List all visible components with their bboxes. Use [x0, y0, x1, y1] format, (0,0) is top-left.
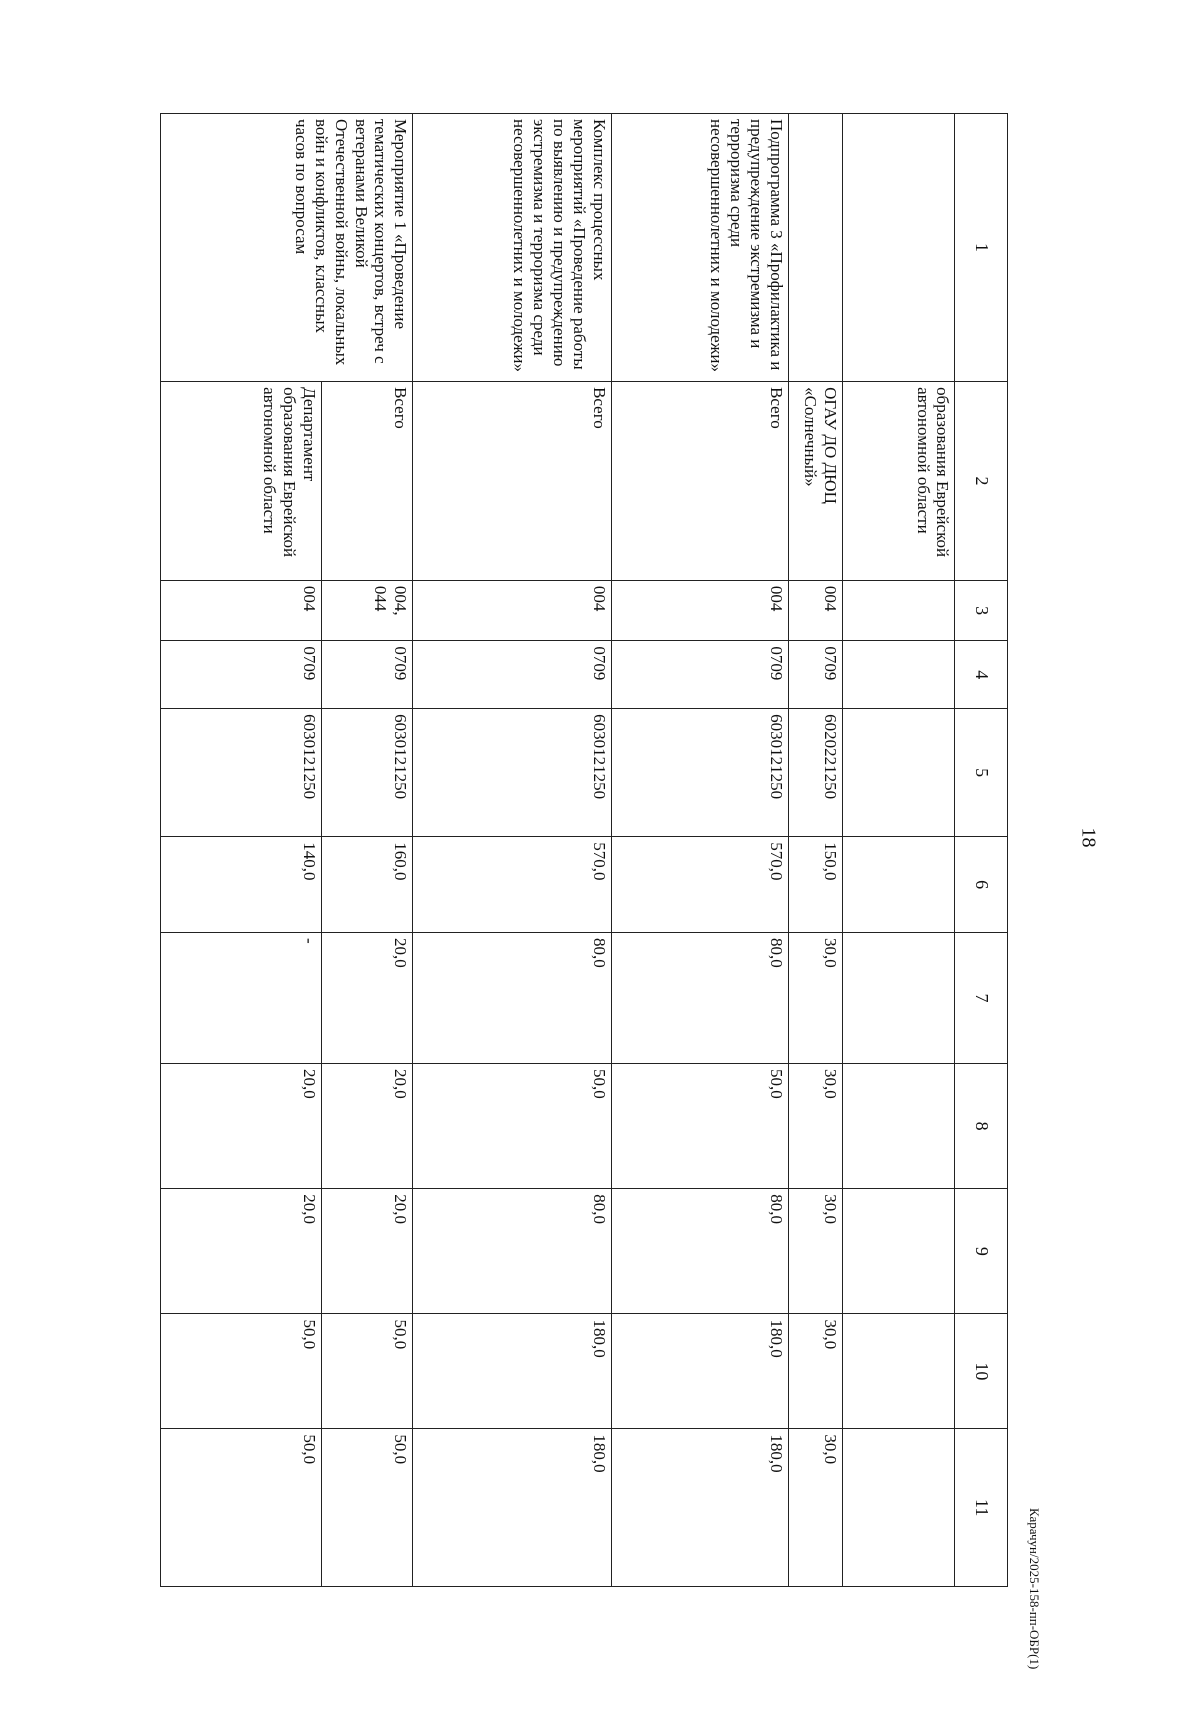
table-cell: 50,0 — [413, 1064, 612, 1189]
table-cell — [842, 114, 955, 382]
column-header: 4 — [955, 641, 1008, 709]
table-cell: 50,0 — [161, 1314, 322, 1429]
column-header: 9 — [955, 1189, 1008, 1314]
table-cell: 570,0 — [611, 837, 788, 933]
table-cell: 6030121250 — [413, 709, 612, 837]
table-cell: Департамент образования Еврейской автономной области — [161, 382, 322, 581]
column-header: 3 — [955, 580, 1008, 640]
table-cell: 0709 — [322, 641, 413, 709]
table-cell: 30,0 — [789, 1189, 843, 1314]
table-row — [611, 114, 788, 1587]
table-cell: Мероприятие 1 «Проведение тематических концертов, встреч с ветеранами Великой Отечественной войны, локальных войн и конфликтов, классных часов по вопросам — [161, 114, 413, 382]
table-cell: Всего — [413, 382, 612, 581]
table-cell: 140,0 — [161, 837, 322, 933]
budget-table — [160, 113, 1008, 1587]
table-header-row — [955, 114, 1008, 1587]
table-cell — [842, 1064, 955, 1189]
table-cell: 80,0 — [611, 1189, 788, 1314]
table-cell: 150,0 — [789, 837, 843, 933]
column-header: 7 — [955, 932, 1008, 1063]
table-cell: образования Еврейской автономной области — [842, 382, 955, 581]
column-header: 1 — [955, 114, 1008, 382]
table-cell: 6020221250 — [789, 709, 843, 837]
table-cell: 004 — [611, 580, 788, 640]
table-cell — [842, 1189, 955, 1314]
table-cell: 30,0 — [789, 1064, 843, 1189]
table-cell: 0709 — [413, 641, 612, 709]
column-header: 10 — [955, 1314, 1008, 1429]
table-cell — [789, 114, 843, 382]
table-cell — [842, 641, 955, 709]
table-cell — [842, 580, 955, 640]
table-cell: 80,0 — [611, 932, 788, 1063]
table-cell: 20,0 — [322, 1064, 413, 1189]
table-cell: 180,0 — [413, 1314, 612, 1429]
table-cell: Всего — [322, 382, 413, 581]
table-cell: 004, 044 — [322, 580, 413, 640]
table-cell: 20,0 — [161, 1064, 322, 1189]
table-cell: 50,0 — [161, 1429, 322, 1587]
table-cell: 80,0 — [413, 932, 612, 1063]
table-cell — [842, 1429, 955, 1587]
column-header: 2 — [955, 382, 1008, 581]
table-cell: 20,0 — [322, 932, 413, 1063]
table-cell: 004 — [413, 580, 612, 640]
table-cell: 180,0 — [611, 1314, 788, 1429]
table-cell — [842, 837, 955, 933]
column-header: 5 — [955, 709, 1008, 837]
table-cell: Подпрограмма 3 «Профилактика и предупреждение экстремизма и терроризма среди несовершеннолетних и молодежи» — [611, 114, 788, 382]
table-cell: - — [161, 932, 322, 1063]
table-cell: 0709 — [611, 641, 788, 709]
table-cell — [842, 932, 955, 1063]
rotated-table-container — [160, 113, 1008, 1587]
column-header: 8 — [955, 1064, 1008, 1189]
table-cell: Всего — [611, 382, 788, 581]
table-cell: ОГАУ ДО ДЮЦ «Солнечный» — [789, 382, 843, 581]
table-cell: 160,0 — [322, 837, 413, 933]
table-cell: 004 — [789, 580, 843, 640]
table-row — [413, 114, 612, 1587]
table-row — [842, 114, 955, 1587]
table-row — [789, 114, 843, 1587]
page-number: 18 — [1077, 827, 1100, 848]
table-cell: 80,0 — [413, 1189, 612, 1314]
table-cell: 20,0 — [161, 1189, 322, 1314]
table-cell — [842, 709, 955, 837]
table-cell: 30,0 — [789, 932, 843, 1063]
column-header: 11 — [955, 1429, 1008, 1587]
table-cell: 50,0 — [611, 1064, 788, 1189]
table-cell: 570,0 — [413, 837, 612, 933]
table-cell: 6030121250 — [611, 709, 788, 837]
table-cell: 004 — [161, 580, 322, 640]
table-cell: 180,0 — [611, 1429, 788, 1587]
table-cell: 30,0 — [789, 1429, 843, 1587]
table-cell: 6030121250 — [322, 709, 413, 837]
table-row — [322, 114, 413, 1587]
table-cell: 30,0 — [789, 1314, 843, 1429]
table-cell: Комплекс процессных мероприятий «Проведение работы по выявлению и предупреждению экстремизма и терроризма среди несовершеннолетних и молодежи» — [413, 114, 612, 382]
document-footer-code: Карачун/2025-158-пп-ОБР(1) — [1027, 1508, 1042, 1670]
table-cell: 50,0 — [322, 1314, 413, 1429]
table-cell: 50,0 — [322, 1429, 413, 1587]
table-cell: 20,0 — [322, 1189, 413, 1314]
column-header: 6 — [955, 837, 1008, 933]
table-cell: 0709 — [161, 641, 322, 709]
table-cell: 180,0 — [413, 1429, 612, 1587]
table-cell: 0709 — [789, 641, 843, 709]
table-cell: 6030121250 — [161, 709, 322, 837]
table-cell — [842, 1314, 955, 1429]
